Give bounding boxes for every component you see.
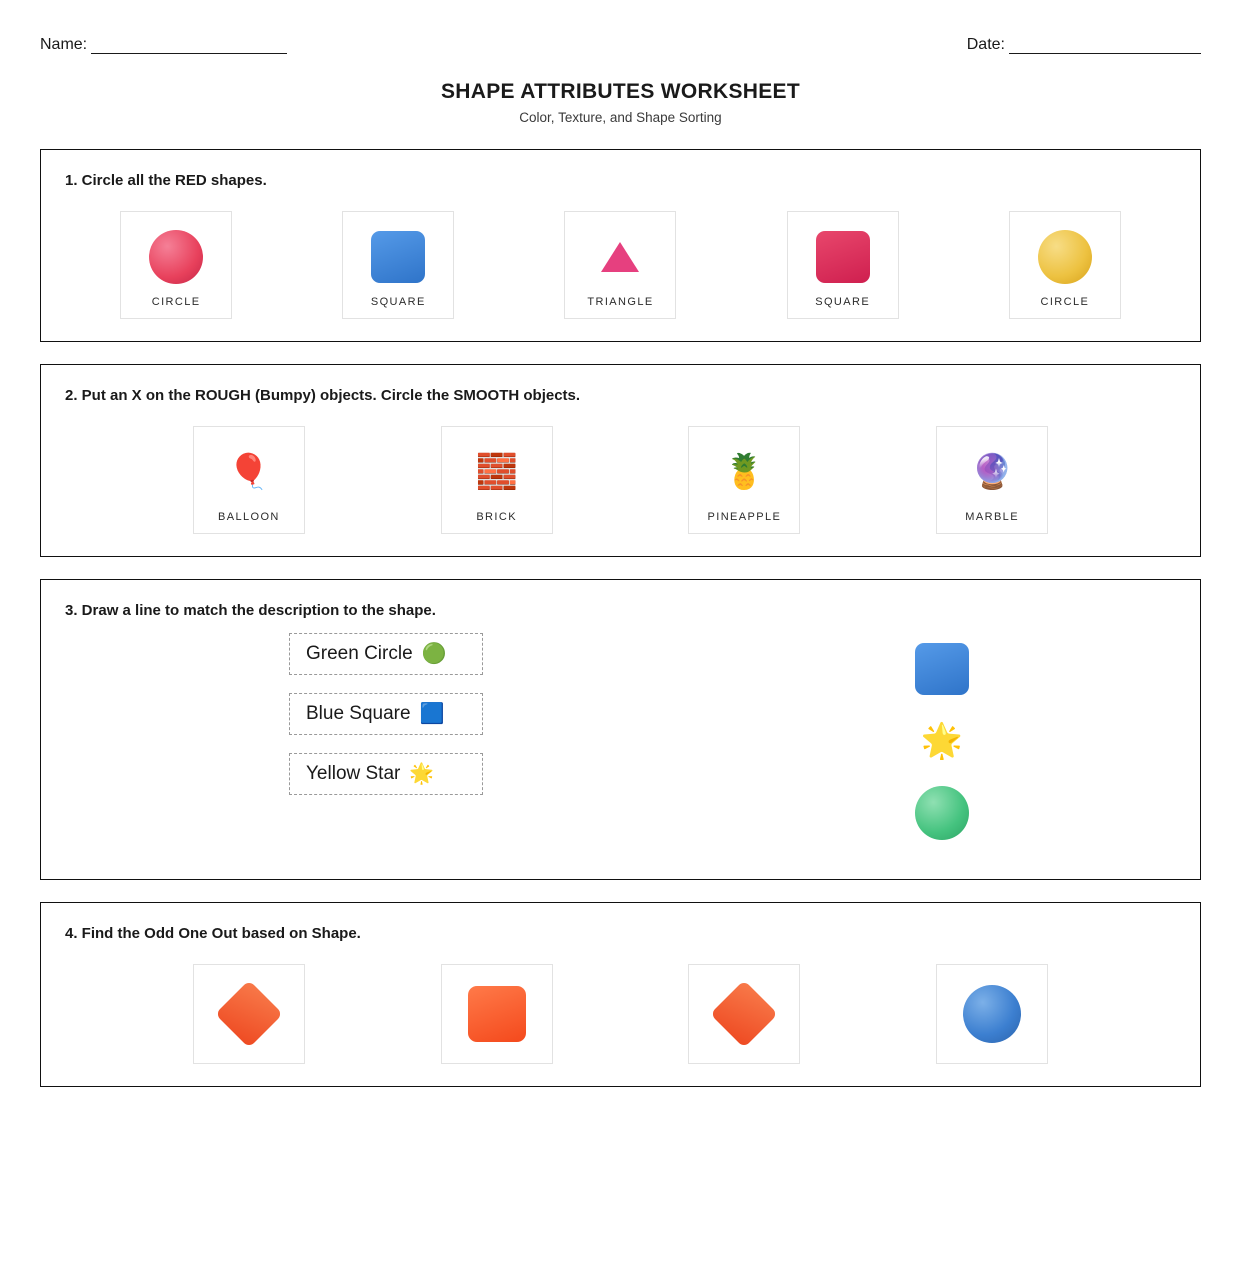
orange-square-icon [468,983,526,1045]
odd-one-out-card[interactable] [936,964,1048,1064]
green-circle-target[interactable] [915,777,969,849]
orange-diamond-icon [720,983,768,1045]
section-3 [40,579,1201,880]
pineapple-glyph: 🍍 [723,453,766,491]
texture-card-label: PINEAPPLE [707,511,782,523]
shape-card[interactable] [787,211,899,319]
texture-card-label: BALLOON [217,511,280,523]
crystal-ball-icon [971,441,1013,503]
matching-area [65,633,1176,849]
orange-diamond-icon [225,983,273,1045]
pineapple-icon [723,441,765,503]
odd-one-out-card[interactable] [688,964,800,1064]
shape-card-label: SQUARE [815,296,871,308]
shape-card-label: SQUARE [370,296,426,308]
pink-triangle-icon [601,226,639,288]
match-description-label: Green Circle [306,643,413,664]
section-2 [40,364,1201,557]
section-2-heading: 2. Put an X on the ROUGH (Bumpy) objects. Circle the SMOOTH objects. [65,387,581,404]
shape-card-label: CIRCLE [151,296,201,308]
brick-glyph: 🧱 [475,453,518,491]
shape-card[interactable] [120,211,232,319]
yellow-star-target[interactable] [921,705,963,777]
section-1 [40,149,1201,342]
shape-card[interactable] [342,211,454,319]
shape-card[interactable] [564,211,676,319]
target-column [642,633,1152,849]
match-description-label: Blue Square [306,703,411,724]
brick-icon [475,441,517,503]
green-circle-icon: 🟢 [421,643,447,665]
match-description[interactable] [289,633,483,675]
odd-one-out-card[interactable] [441,964,553,1064]
star-icon: 🌟 [920,722,964,760]
match-description[interactable] [289,753,483,795]
blue-square-icon: 🟦 [419,703,445,725]
yellow-circle-icon [1038,226,1092,288]
name-field[interactable] [40,36,287,54]
blue-circle-icon [963,983,1021,1045]
match-description[interactable] [289,693,483,735]
texture-card-label: BRICK [476,511,517,523]
name-write-line[interactable] [91,39,287,54]
section-3-heading: 3. Draw a line to match the description to the shape. [65,602,436,619]
page-title: SHAPE ATTRIBUTES WORKSHEET [441,80,800,103]
section-2-items [65,426,1176,534]
name-label: Name: [40,36,88,53]
blue-square-target[interactable] [915,633,969,705]
section-4 [40,902,1201,1087]
red-circle-icon [149,226,203,288]
marble-glyph: 🔮 [970,453,1014,491]
odd-one-out-card[interactable] [193,964,305,1064]
page-subtitle: Color, Texture, and Shape Sorting [519,110,722,125]
balloon-icon [228,441,270,503]
match-description-label: Yellow Star [306,763,401,784]
shape-card[interactable] [1009,211,1121,319]
date-label: Date: [966,36,1005,53]
balloon-glyph: 🎈 [227,453,271,491]
texture-card[interactable] [936,426,1048,534]
texture-card[interactable] [441,426,553,534]
blue-square-icon [371,226,425,288]
red-square-icon [816,226,870,288]
section-1-items [65,211,1176,319]
shape-card-label: CIRCLE [1040,296,1090,308]
description-column [89,633,642,849]
section-4-heading: 4. Find the Odd One Out based on Shape. [65,925,361,942]
date-field[interactable] [967,36,1201,54]
shape-card-label: TRIANGLE [587,296,654,308]
name-date-row [40,36,1201,54]
texture-card[interactable] [193,426,305,534]
texture-card[interactable] [688,426,800,534]
section-1-heading: 1. Circle all the RED shapes. [65,172,267,189]
date-write-line[interactable] [1009,39,1201,54]
texture-card-label: MARBLE [965,511,1019,523]
section-4-items [65,964,1176,1064]
yellow-star-icon: 🌟 [409,763,435,785]
